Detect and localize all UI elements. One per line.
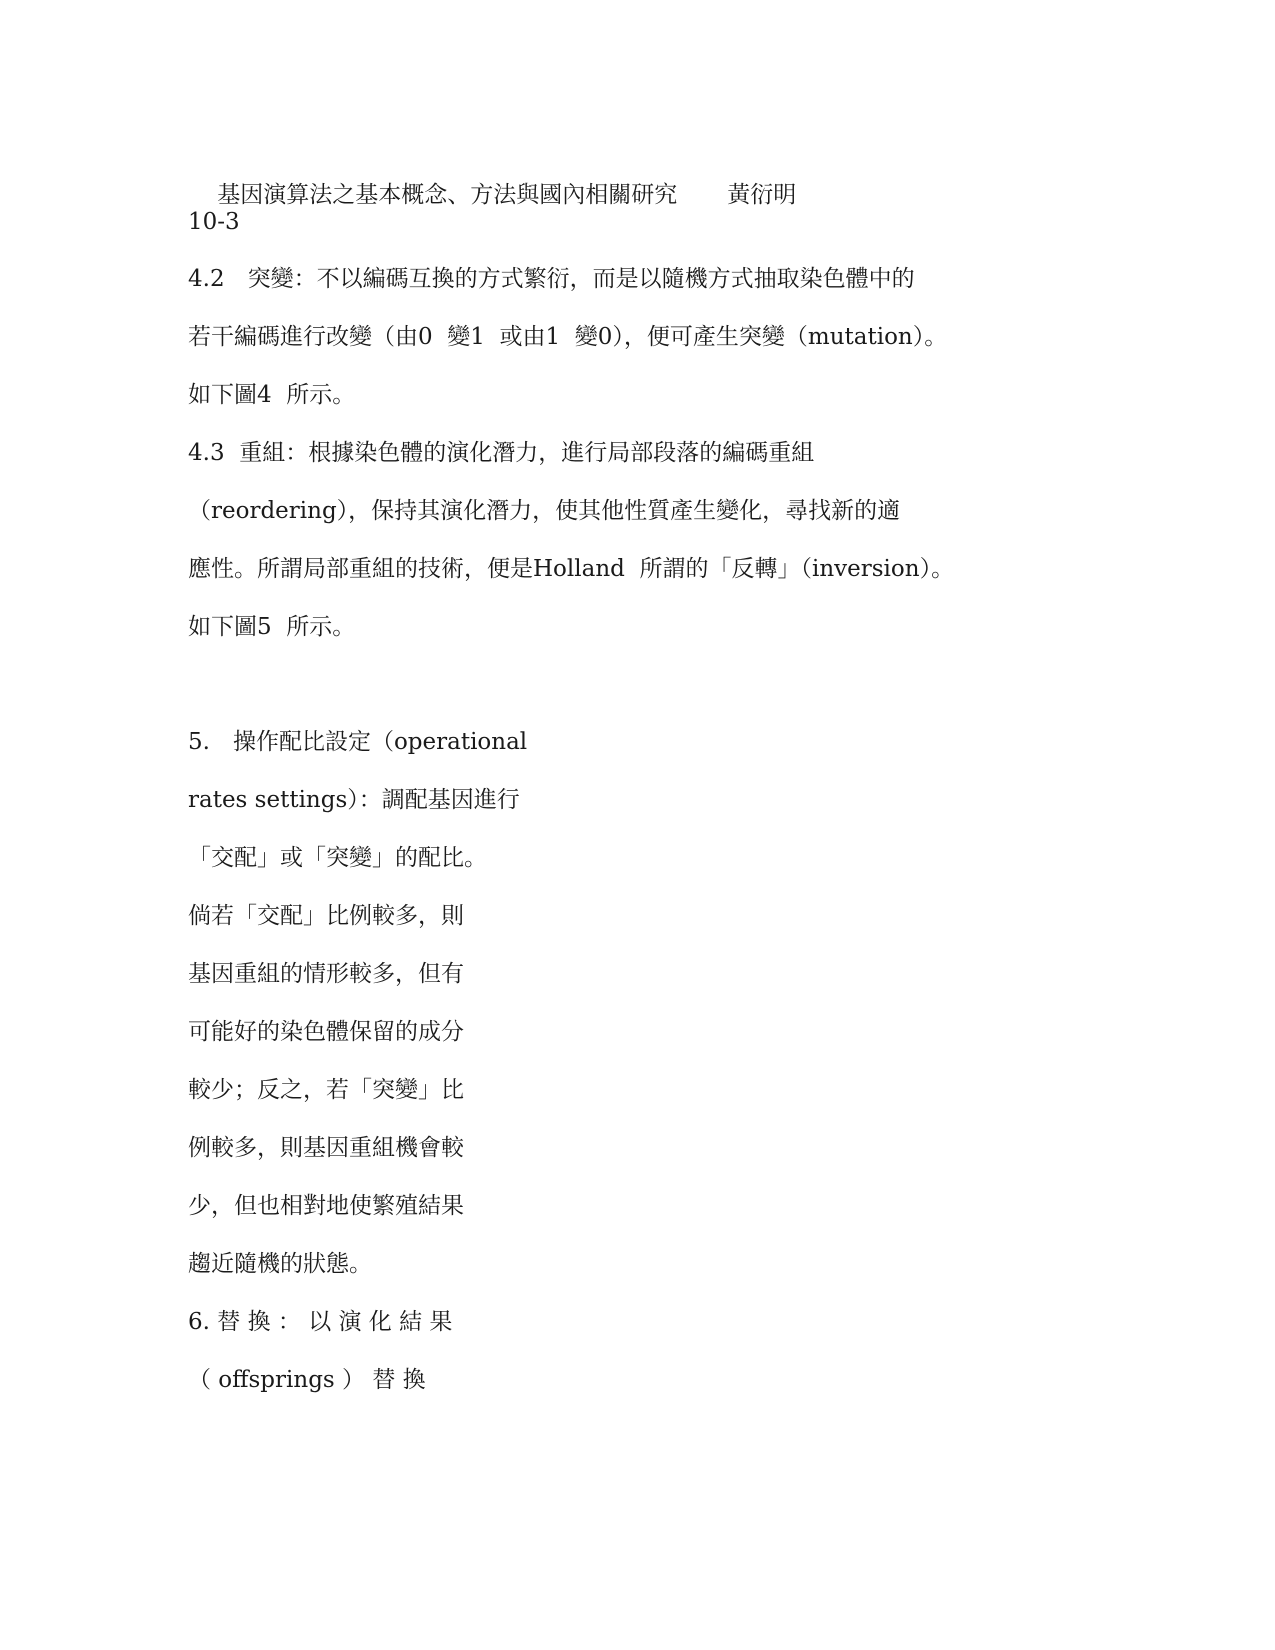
paragraph-line: 較少；反之，若「突變」比 [188, 1077, 464, 1103]
paragraph-line: 基因重組的情形較多，但有 [188, 961, 464, 987]
header-title: 基因演算法之基本概念、方法與國內相關研究 [217, 182, 678, 208]
paragraph-line: 如下圖4 所示。 [188, 382, 356, 408]
paragraph-line: 若干編碼進行改變（由0 變1 或由1 變0），便可產生突變（mutation）。 [188, 324, 948, 350]
paragraph-line: 少，但也相對地使繁殖結果 [188, 1193, 464, 1219]
paragraph-line: 4.2 突變：不以編碼互換的方式繁衍，而是以隨機方式抽取染色體中的 [188, 266, 915, 292]
paragraph-line: 倘若「交配」比例較多，則 [188, 903, 464, 929]
paragraph-line: （ offsprings ） 替 換 [188, 1367, 426, 1393]
paragraph-line: 趨近隨機的狀態。 [188, 1251, 372, 1277]
paragraph-line: 6. 替 換 ： 以 演 化 結 果 [188, 1309, 453, 1335]
paragraph-line: 4.3 重組：根據染色體的演化潛力，進行局部段落的編碼重組 [188, 440, 815, 466]
paragraph-line: rates settings）：調配基因進行 [188, 787, 520, 813]
paragraph-line: 5. 操作配比設定（operational [188, 729, 528, 755]
paragraph-line: 如下圖5 所示。 [188, 614, 356, 640]
page-number: 10-3 [188, 209, 240, 235]
paragraph-line: 可能好的染色體保留的成分 [188, 1019, 464, 1045]
running-header [188, 150, 796, 240]
header-author: 黃衍明 [727, 182, 797, 208]
paragraph-line: （reordering），保持其演化潛力，使其他性質產生變化，尋找新的適 [188, 498, 901, 524]
paragraph-line: 例較多，則基因重組機會較 [188, 1135, 464, 1161]
paragraph-line: 應性。所謂局部重組的技術，便是Holland 所謂的「反轉」（inversion）。 [188, 556, 955, 582]
paragraph-line: 「交配」或「突變」的配比。 [188, 845, 487, 871]
